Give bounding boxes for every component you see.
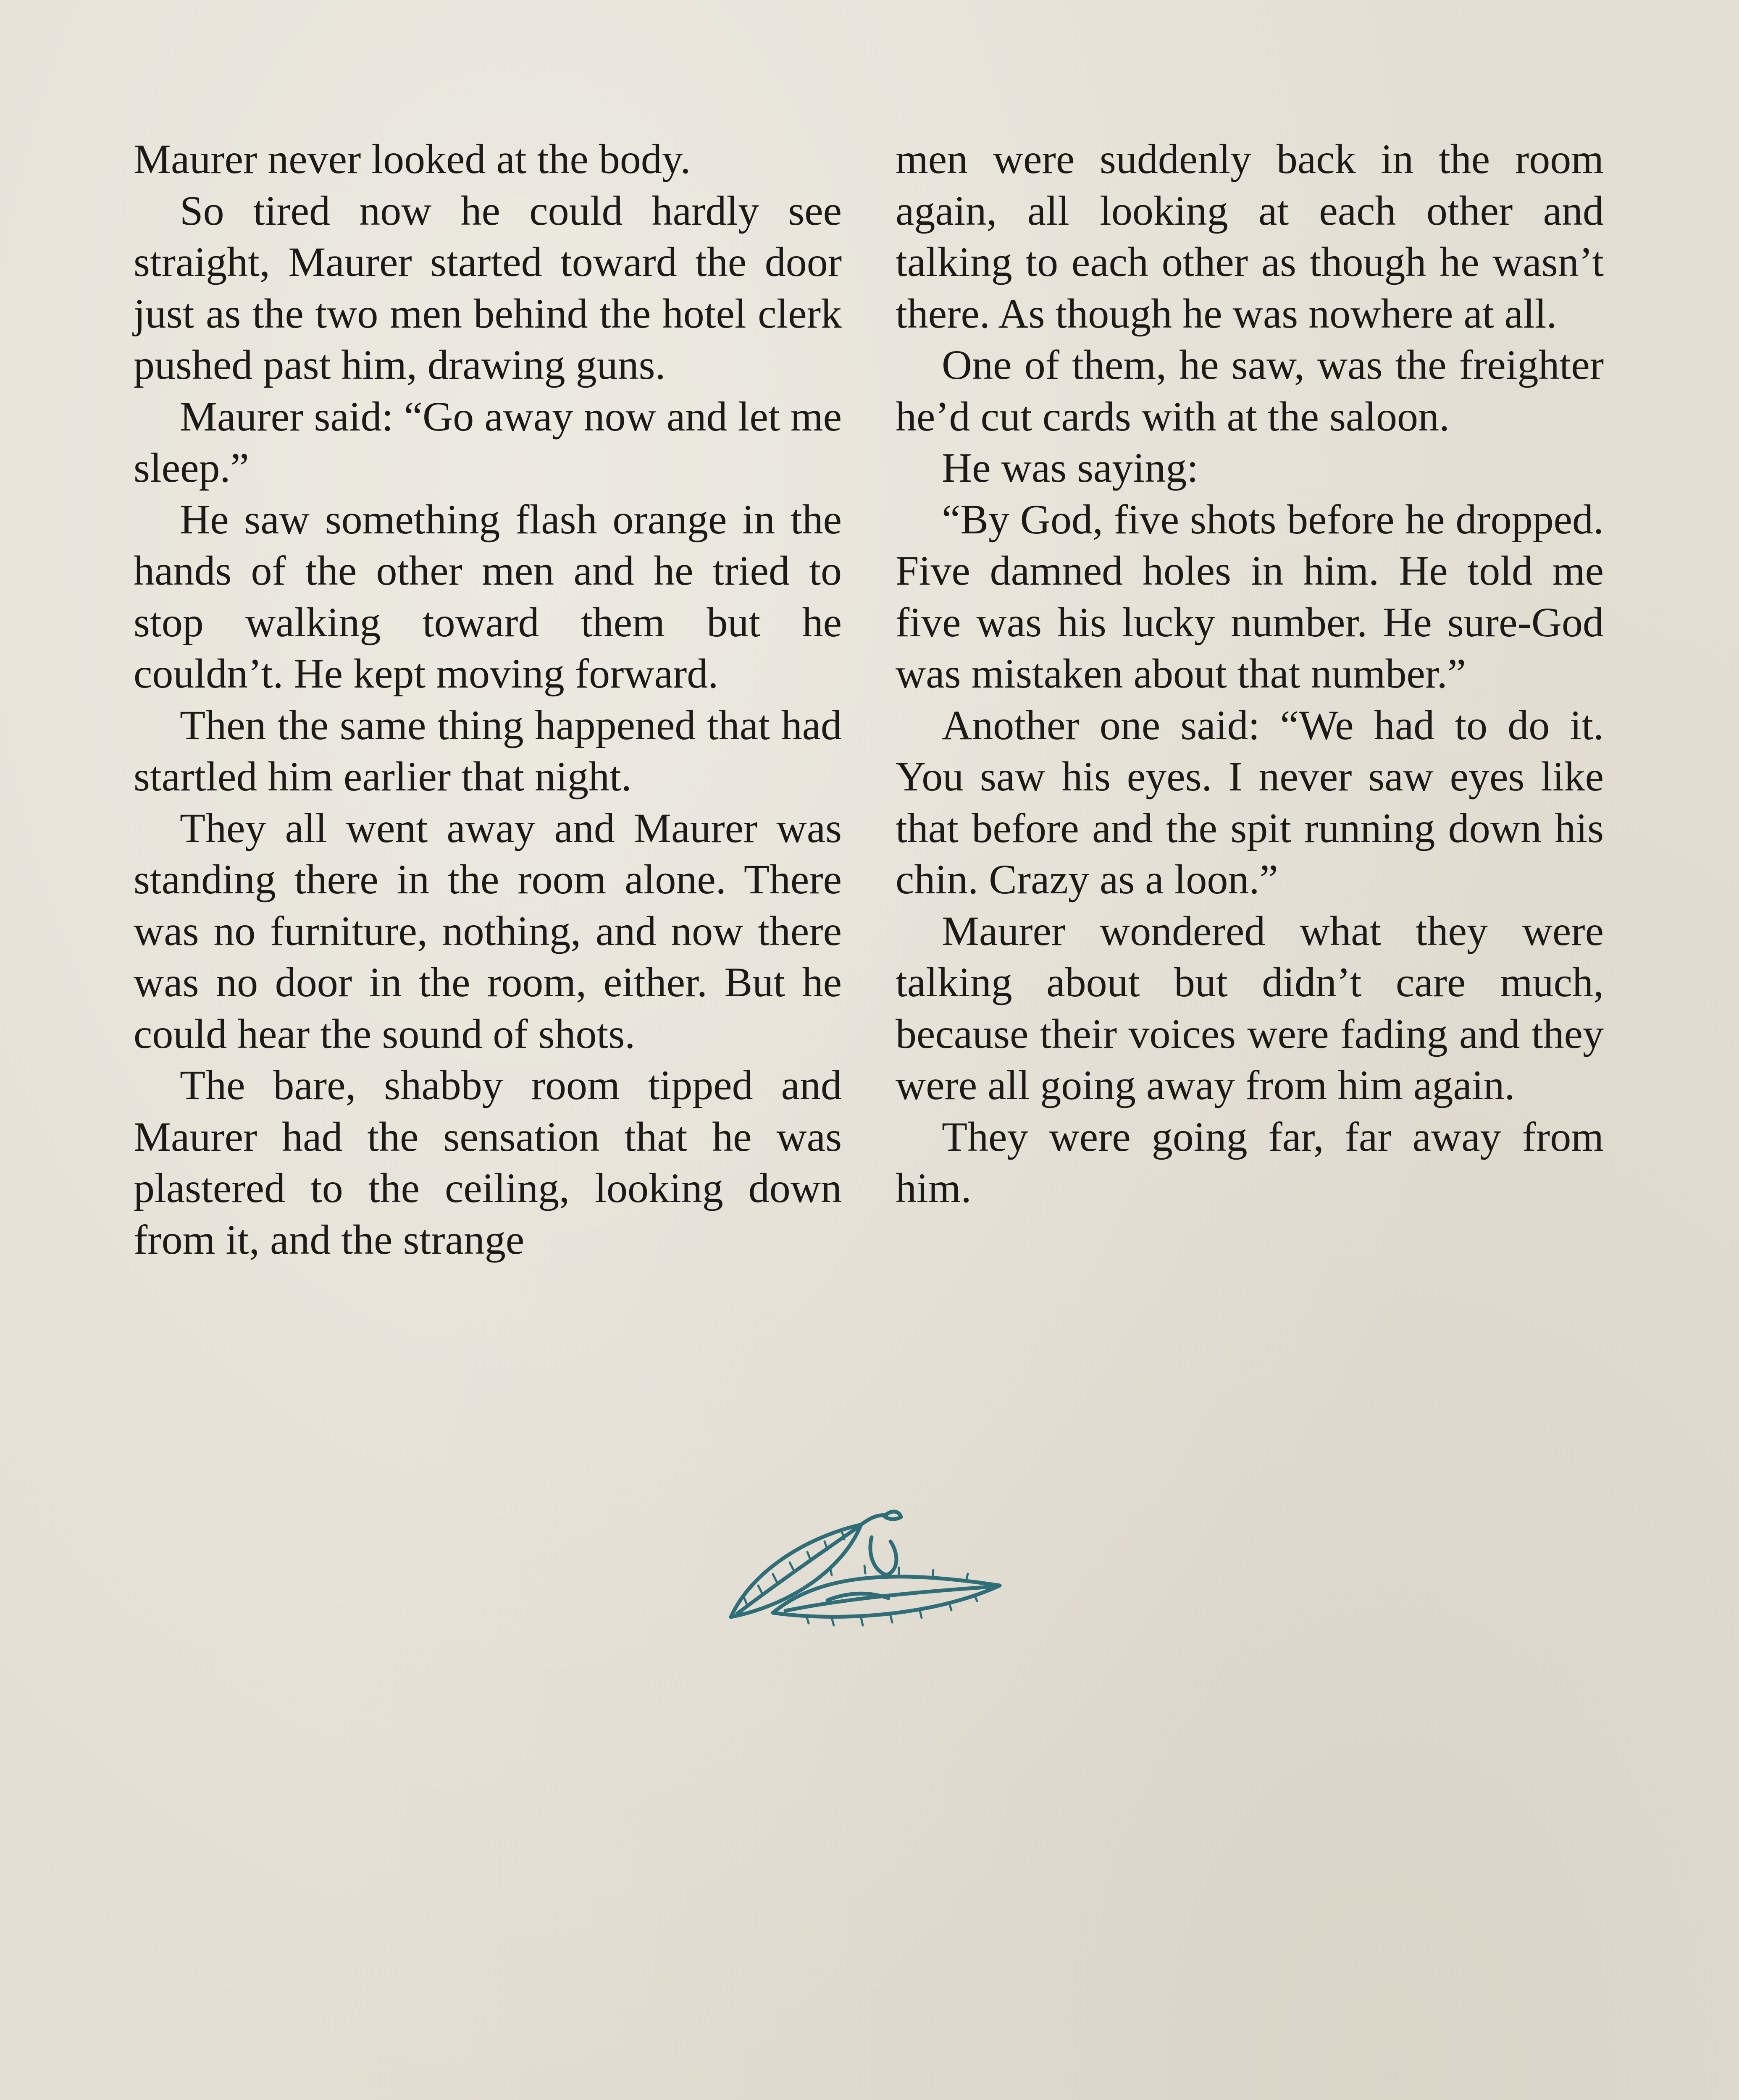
paragraph: Another one said: “We had to do it. You saw his eyes. I never saw eyes like that before and the spit running down his chin. Crazy as a loon.”	[896, 701, 1604, 903]
paragraph: Then the same thing happened that had startled him earlier that night.	[134, 701, 842, 800]
paragraph: Maurer wondered what they were talking about but didn’t care much, because their voices were fading and they were all going away from him again.	[896, 907, 1604, 1108]
leaf-sprig-ornament-icon	[722, 1508, 1008, 1630]
paragraph: So tired now he could hardly see straight, Maurer started toward the door just as the two men behind the hotel clerk pushed past him, drawing guns.	[134, 187, 842, 388]
paragraph: He saw something flash orange in the hands of the other men and he tried to stop walking toward them but he couldn’t. He kept moving forward.	[134, 496, 842, 697]
paragraph: They all went away and Maurer was standing there in the room alone. There was no furniture, nothing, and now there was no door in the room, either. But he could hear the sound of shots.	[134, 804, 842, 1057]
paragraph: Maurer said: “Go away now and let me sleep.”	[134, 393, 842, 491]
text-column-right	[896, 134, 1604, 1214]
paragraph: men were suddenly back in the room again, all looking at each other and talking to each other as though he wasn’t there. As though he was nowhere at all.	[896, 136, 1604, 337]
paragraph: They were going far, far away from him.	[896, 1113, 1604, 1211]
paragraph: “By God, five shots before he dropped. Five damned holes in him. He told me five was his lucky number. He sure-God was mistaken about that number.”	[896, 496, 1604, 697]
paragraph: Maurer never looked at the body.	[134, 136, 691, 182]
paragraph: One of them, he saw, was the freighter he’d cut cards with at the saloon.	[896, 341, 1604, 440]
text-column-left	[134, 134, 842, 1265]
paragraph: He was saying:	[942, 444, 1198, 491]
paragraph: The bare, shabby room tipped and Maurer had the sensation that he was plastered to the ceiling, looking down from it, and the strange	[134, 1062, 842, 1263]
